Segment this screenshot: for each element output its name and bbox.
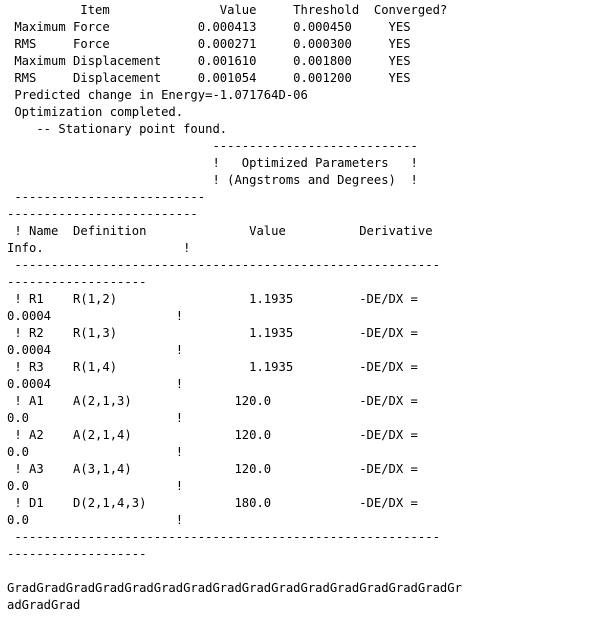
param-row-r1: ! R1 R(1,2) 1.1935 -DE/DX = bbox=[7, 292, 418, 306]
box-title: ! Optimized Parameters ! bbox=[7, 156, 418, 170]
predicted-energy-change: Predicted change in Energy=-1.071764D-06 bbox=[7, 88, 308, 102]
grad-line-wrap: adGradGrad bbox=[7, 598, 81, 612]
param-row-a1-wrap: 0.0 ! bbox=[7, 411, 184, 425]
grad-line: GradGradGradGradGradGradGradGradGradGradGradGradGradGradGradGr bbox=[7, 581, 462, 595]
param-row-a1: ! A1 A(2,1,3) 120.0 -DE/DX = bbox=[7, 394, 418, 408]
divider-line: -------------------------- bbox=[7, 190, 206, 204]
param-row-a2: ! A2 A(2,1,4) 120.0 -DE/DX = bbox=[7, 428, 418, 442]
param-row-a3-wrap: 0.0 ! bbox=[7, 479, 184, 493]
convergence-header: Item Value Threshold Converged? bbox=[7, 3, 448, 17]
rms-force-row: RMS Force 0.000271 0.000300 YES bbox=[7, 37, 411, 51]
table-header-wrap: Info. ! bbox=[7, 241, 191, 255]
param-row-r1-wrap: 0.0004 ! bbox=[7, 309, 184, 323]
divider-line: ---------------------------------------------------------- bbox=[7, 258, 440, 272]
max-force-row: Maximum Force 0.000413 0.000450 YES bbox=[7, 20, 411, 34]
param-row-r3-wrap: 0.0004 ! bbox=[7, 377, 184, 391]
table-header: ! Name Definition Value Derivative bbox=[7, 224, 433, 238]
param-row-a3: ! A3 A(3,1,4) 120.0 -DE/DX = bbox=[7, 462, 418, 476]
param-row-r3: ! R3 R(1,4) 1.1935 -DE/DX = bbox=[7, 360, 418, 374]
param-row-r2: ! R2 R(1,3) 1.1935 -DE/DX = bbox=[7, 326, 418, 340]
box-top-border: ---------------------------- bbox=[7, 139, 418, 153]
divider-line: ------------------- bbox=[7, 275, 147, 289]
divider-line: ------------------- bbox=[7, 547, 147, 561]
param-row-d1: ! D1 D(2,1,4,3) 180.0 -DE/DX = bbox=[7, 496, 418, 510]
stationary-point-status: -- Stationary point found. bbox=[7, 122, 228, 136]
param-row-r2-wrap: 0.0004 ! bbox=[7, 343, 184, 357]
divider-line: -------------------------- bbox=[7, 207, 198, 221]
box-subtitle: ! (Angstroms and Degrees) ! bbox=[7, 173, 418, 187]
param-row-a2-wrap: 0.0 ! bbox=[7, 445, 184, 459]
param-row-d1-wrap: 0.0 ! bbox=[7, 513, 184, 527]
optimization-status: Optimization completed. bbox=[7, 105, 184, 119]
divider-line: ---------------------------------------------------------- bbox=[7, 530, 440, 544]
max-displacement-row: Maximum Displacement 0.001610 0.001800 YES bbox=[7, 54, 411, 68]
rms-displacement-row: RMS Displacement 0.001054 0.001200 YES bbox=[7, 71, 411, 85]
